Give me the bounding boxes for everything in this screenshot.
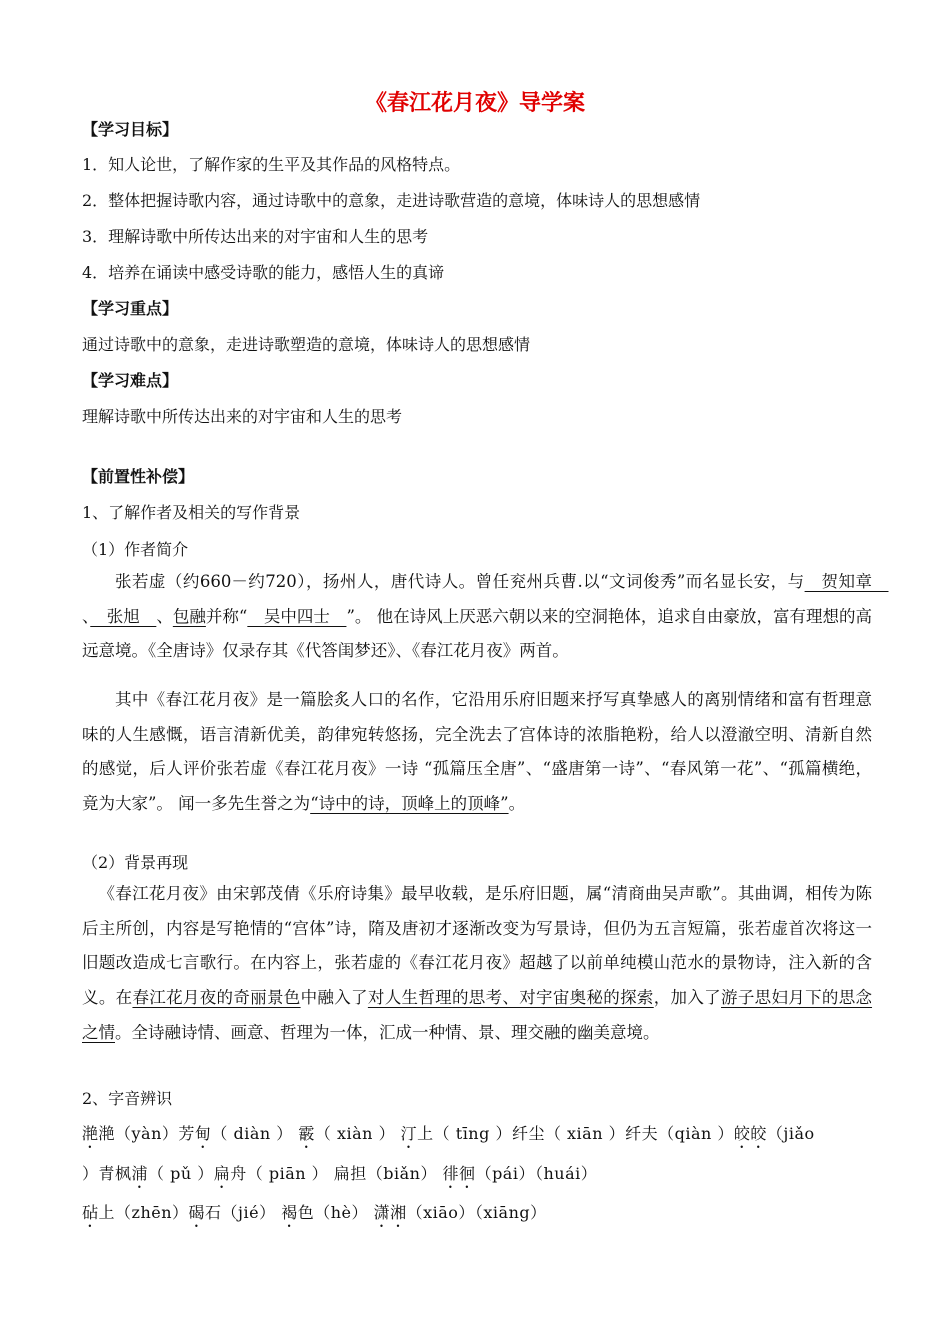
dotted-char: 浦 [131,1164,149,1183]
background-paragraph [82,877,872,1051]
text-run: （pái）（huái） [475,1164,598,1183]
text-run: （jiǎo [766,1124,815,1143]
answer-blank: 张旭 [90,606,157,626]
text-run: 其中《春江花月夜》是一篇脍炙人口的名作，它沿用乐府旧题来抒写真挚感人的离别情绪和富有哲理意味的人生感慨，语言清新优美，韵律宛转悠扬，完全洗去了宫体诗的浓脂艳粉，给人以澄澈空明、清新自然的感觉，后人评价张若虚《春江花月夜》一诗 “孤篇压全唐”、“盛唐第一诗”、“春风第一花”、“孤篇横绝，竟为大家”。 闻一多先生誉之为 [82,690,872,814]
dotted-char: 扁 [213,1164,231,1183]
underlined-phrase: 对人生哲理的思考、对宇宙奥秘的探索 [367,988,654,1008]
dotted-char: 潇湘 [373,1203,407,1222]
dotted-char: 霰 [298,1124,315,1143]
text-run: 石（jié） [205,1203,282,1222]
goal-item: 4．培养在诵读中感受诗歌的能力，感悟人生的真谛 [82,263,445,282]
text-run: 。 [508,794,526,814]
text-run: 舟（ piān ） 扁担（biǎn） [230,1164,443,1183]
text-run: （ pǔ ） [148,1164,214,1183]
difficulty-heading: 【学习难点】 [82,371,179,390]
pinyin-line [82,1121,815,1152]
text-run: 张若虚（约660－约720），扬州人，唐代诗人。曾任兖州兵曹.以“文词俊秀”而名显长安，与 [115,572,805,591]
underlined-phrase: 春江花月夜的奇丽景色 [132,988,301,1008]
difficulty-text: 理解诗歌中所传达出来的对宇宙和人生的思考 [82,407,403,426]
dotted-char: 碣 [188,1203,206,1222]
text-run: 中融入了 [300,988,368,1008]
answer-blank: 包融 [172,606,206,626]
dotted-char: 滟 [82,1124,99,1143]
text-run: ”。 他在诗风上厌恶六朝以来的空洞艳体，追求自由豪放，富有理想的高远意境。《全唐诗》仅录存其《代答闺梦还》、《春江花月夜》两首。 [82,606,873,661]
dotted-char: 汀 [400,1124,418,1143]
text-run: 并称“ [205,606,248,626]
dotted-char: 褐 [281,1203,298,1222]
text-run: 、 [156,606,173,626]
text-run: 滟（yàn）芳 [98,1124,195,1143]
subsection-author: （1）作者简介 [82,540,189,559]
dotted-char: 皎皎 [733,1124,767,1143]
text-run: 、 [82,606,91,626]
goal-item: 1．知人论世，了解作家的生平及其作品的风格特点。 [82,155,461,174]
text-run: （ diàn ） [211,1124,299,1143]
text-run: 《春江花月夜》由宋郭茂倩《乐府诗集》最早收载，是乐府旧题，属“清商曲吴声歌”。其曲调，相传为陈后主所创，内容是写艳情的“宫体”诗，隋及唐初才逐渐改变为写景诗，但仍为五言短篇，张若虚首次将这一旧题改造成七言歌行。在内容上，张若虚的《春江花月夜》超越了以前单纯模山范水的景物诗，注入新的含义。在 [82,884,872,1008]
section-pronunciation: 2、字音辨识 [82,1089,173,1108]
dotted-char: 甸 [194,1124,212,1143]
document-title: 《春江花月夜》导学案 [364,91,585,116]
text-run: ）青枫 [82,1164,132,1183]
underlined-phrase: 游子思妇月下的思念之情 [82,988,873,1042]
text-run: 。全诗融诗情、画意、哲理为一体，汇成一种情、景、理交融的幽美意境。 [115,1022,660,1042]
underlined-quote: “诗中的诗，顶峰上的顶峰” [310,794,509,814]
pinyin-line [82,1200,547,1231]
text-run: （xiāo）（xiāng） [406,1203,547,1222]
goals-heading: 【学习目标】 [82,120,179,139]
dotted-char: 徘徊 [442,1164,476,1183]
subsection-background: （2）背景再现 [82,853,189,872]
author-intro-paragraph [82,565,889,669]
text-run: ，加入了 [653,988,721,1008]
text-run: 上（ tīng ）纤尘（ xiān ）纤夫（qiàn ） [417,1124,734,1143]
focus-heading: 【学习重点】 [82,299,179,318]
focus-text: 通过诗歌中的意象，走进诗歌塑造的意境，体味诗人的思想感情 [82,335,531,354]
author-work-paragraph [82,683,872,822]
answer-blank: 吴中四士 [247,606,347,626]
text-run: （ xiàn ） [314,1124,401,1143]
section-author-background: 1、了解作者及相关的写作背景 [82,503,301,522]
pinyin-line [82,1161,597,1192]
goal-item: 3．理解诗歌中所传达出来的对宇宙和人生的思考 [82,227,429,246]
answer-blank: 贺知章 [804,572,889,591]
text-run: 色（hè） [297,1203,374,1222]
preview-heading: 【前置性补偿】 [82,467,195,486]
goal-item: 2．整体把握诗歌内容，通过诗歌中的意象，走进诗歌营造的意境，体味诗人的思想感情 [82,191,701,210]
text-run: 上（zhēn） [98,1203,189,1222]
dotted-char: 砧 [82,1203,99,1222]
